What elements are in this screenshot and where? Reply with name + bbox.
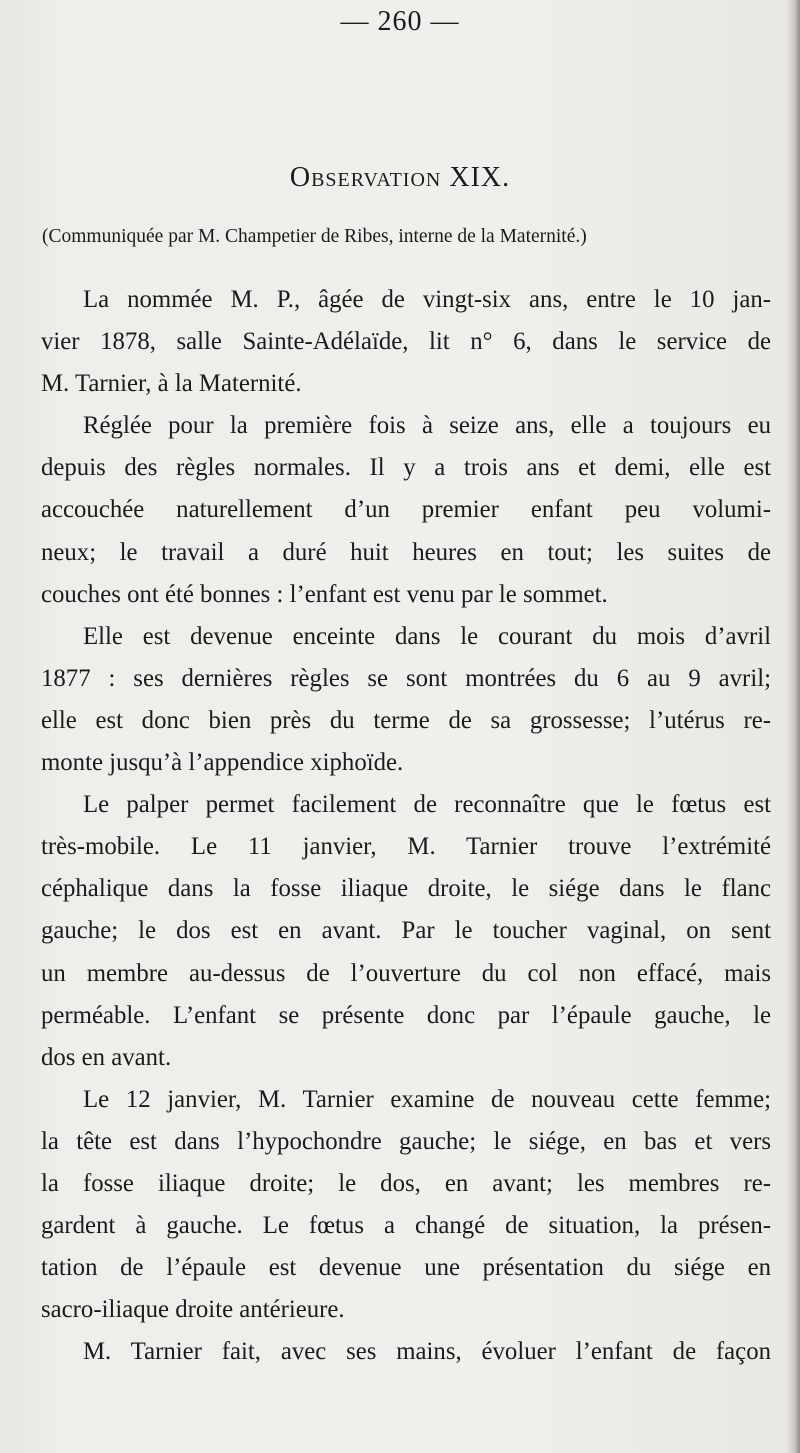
observation-title: Observation XIX. bbox=[289, 162, 511, 193]
text-line: très-mobile. Le 11 janvier, M. Tarnier trouve l’extrémité bbox=[41, 833, 771, 861]
observation-subtitle: (Communiquée par M. Champetier de Ribes, interne de la Maternité.) bbox=[42, 226, 587, 247]
text-line: couches ont été bonnes : l’enfant est venu par le sommet. bbox=[41, 580, 608, 608]
text-line: vier 1878, salle Sainte-Adélaïde, lit n° 6, dans le service de bbox=[41, 328, 771, 356]
page-number: — 260 — bbox=[340, 6, 460, 37]
text-line: M. Tarnier fait, avec ses mains, évoluer l’enfant de façon bbox=[83, 1338, 771, 1366]
text-line: Réglée pour la première fois à seize ans, elle a toujours eu bbox=[83, 412, 771, 440]
body-text bbox=[41, 279, 771, 1373]
text-line: céphalique dans la fosse iliaque droite, le siége dans le flanc bbox=[41, 875, 771, 903]
text-line: la tête est dans l’hypochondre gauche; le siége, en bas et vers bbox=[41, 1127, 771, 1155]
page-edge-shadow bbox=[786, 0, 800, 1453]
text-line: dos en avant. bbox=[41, 1043, 172, 1071]
text-line: M. Tarnier, à la Maternité. bbox=[41, 370, 302, 398]
text-line: perméable. L’enfant se présente donc par l’épaule gauche, le bbox=[41, 1001, 771, 1029]
text-line: Elle est devenue enceinte dans le courant du mois d’avril bbox=[83, 622, 771, 650]
text-line: neux; le travail a duré huit heures en tout; les suites de bbox=[41, 538, 771, 566]
text-line: monte jusqu’à l’appendice xiphoïde. bbox=[41, 749, 404, 777]
text-line: tation de l’épaule est devenue une présentation du siége en bbox=[41, 1254, 771, 1282]
text-line: Le palper permet facilement de reconnaître que le fœtus est bbox=[83, 791, 771, 819]
text-line: gardent à gauche. Le fœtus a changé de situation, la présen- bbox=[41, 1212, 771, 1240]
text-line: depuis des règles normales. Il y a trois ans et demi, elle est bbox=[41, 454, 771, 482]
text-line: elle est donc bien près du terme de sa grossesse; l’utérus re- bbox=[41, 706, 771, 734]
text-line: La nommée M. P., âgée de vingt-six ans, entre le 10 jan- bbox=[83, 286, 771, 313]
text-line: Le 12 janvier, M. Tarnier examine de nouveau cette femme; bbox=[83, 1085, 771, 1113]
text-line: 1877 : ses dernières règles se sont montrées du 6 au 9 avril; bbox=[41, 664, 771, 692]
text-line: un membre au-dessus de l’ouverture du col non effacé, mais bbox=[41, 959, 771, 987]
text-line: accouchée naturellement d’un premier enfant peu volumi- bbox=[41, 496, 771, 524]
text-line: sacro-iliaque droite antérieure. bbox=[41, 1296, 345, 1324]
text-line: la fosse iliaque droite; le dos, en avant; les membres re- bbox=[41, 1169, 771, 1197]
text-line: gauche; le dos est en avant. Par le toucher vaginal, on sent bbox=[41, 917, 771, 945]
